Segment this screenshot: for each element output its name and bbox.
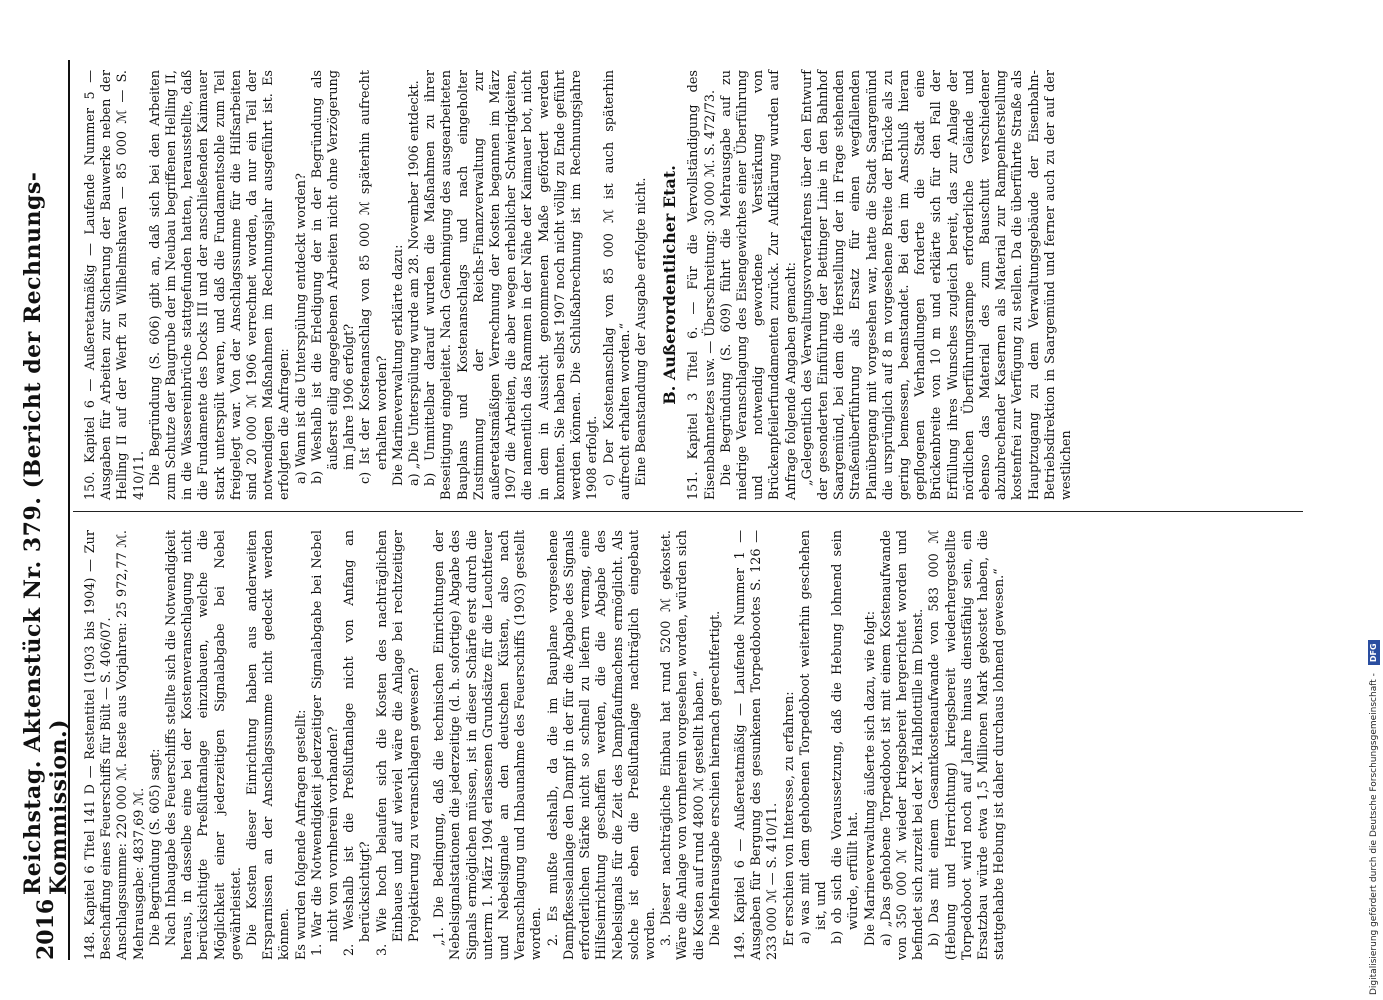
page-header: [20, 60, 72, 960]
paragraph: Die Begründung (S. 609) führt die Mehrausgabe auf zu niedrige Veranschlagung des Eisengewichtes einer Überführung und notwendig gewordene Verstärkung von Brückenpfeilerfundamenten zurück. Zur Aufklärung wurden auf Anfrage folgende Angaben gemacht:: [718, 70, 799, 500]
document-page: [20, 0, 1328, 960]
column-divider: [73, 511, 1303, 512]
paragraph: 148. Kapitel 6 Titel 141 D — Restentitel (1903 bis 1904) — Zur Beschaffung eines Feuerschiffs für Bült — S. 406/07.: [83, 530, 115, 960]
paragraph: Eine Beanstandung der Ausgabe erfolgte nicht.: [633, 177, 649, 486]
paragraph: Nach Inbaugabe des Feuerschiffs stellte sich die Notwendigkeit heraus, in dasselbe eine bei der Kostenveranschlagung nicht berücksichtigte Preßluftanlage einzubauen, welche die Möglichkeit einer jederzeitigen Signalabgabe bei Nebel gewährleistet.: [164, 530, 244, 960]
paragraph: a) „Das gehobene Torpedoboot ist mit einem Kostenaufwande von 350 000 ℳ wieder kriegsbereit hergerichtet worden und befindet sich zurzeit bei der X. Halbflottille im Dienst.: [878, 530, 927, 960]
paragraph: a) was mit dem gehobenen Torpedoboot weiterhin geschehen ist, und: [797, 530, 829, 944]
dfg-logo: DFG: [1368, 640, 1380, 665]
paragraph: b) Unmittelbar darauf wurden die Maßnahmen zu ihrer Beseitigung eingeleitet. Nach Genehmigung des ausgearbeiteten Bauplans und Kostenanschlags und nach eingeholter Zustimmung der Reichs-Finanzverwaltung zur außeretatsmäßigen Verrechnung der Kosten begannen im März 1907 die Arbeiten, die aber wegen erheblicher Schwierigkeiten, die namentlich das Rammen in der Nähe der Kaimauer bot, nicht in dem in Aussicht genommenen Maße gefördert werden konnten. Sie haben selbst 1907 noch nicht völlig zu Ende geführt werden können. Die Schlußabrechnung ist im Rechnungsjahre 1908 erfolgt.: [423, 70, 601, 500]
header-rule: [68, 60, 70, 960]
digitization-credit: [1367, 0, 1381, 1000]
paragraph: Anschlagssumme: 220 000 ℳ. Reste aus Vorjahren: 25 972,77 ℳ. Mehrausgabe: 4837,69 ℳ.: [115, 530, 147, 960]
paragraph: „Gelegentlich des Verwaltungsvorverfahrens über den Entwurf der gesonderten Einführung der Bettinger Linie in den Bahnhof Saargemünd, bei dem die Herstellung der in Frage stehenden Straßenüberführung als Ersatz für einen wegfallenden Planübergang mit vorgesehen war, hatte die Stadt Saargemünd die ursprünglich auf 8 m vorgesehene Breite der Brücke als zu gering bemessen, beanstandet. Bei den im Anschluß hieran gepflogenen Verhandlungen forderte die Stadt eine Brückenbreite von 10 m und erklärte sich für den Fall der Erfüllung ihres Wunsches zugleich bereit, das zur Anlage der nördlichen Überführungsrampe erforderliche Gelände und ebenso das Material des zum Bauschutt verschiedener abzubrechender Kasernen als Material zur Rampenherstellung kostenfrei zur Verfügung zu stellen. Da die überführte Straße als Hauptzugang zu dem Verwaltungsgebäude der Eisenbahn-Betriebsdirektion in Saargemünd und ferner auch zu der auf der westlichen: [799, 70, 1074, 500]
paragraph: 150. Kapitel 6 — Außeretatmäßig — Laufende Nummer 5 — Ausgaben für Arbeiten zur Sicherung der Bauwerke neben der Helling II auf der Werft zu Wilhelmshaven — 85 000 ℳ — S. 410/11.: [83, 70, 147, 500]
paragraph: 3. Dieser nachträgliche Einbau hat rund 5200 ℳ gekostet. Wäre die Anlage von vornherein vorgesehen worden, würden sich die Kosten auf rund 4800 ℳ gestellt haben.“: [659, 530, 707, 960]
paragraph: Es wurden folgende Anfragen gestellt:: [293, 709, 309, 960]
paragraph: Die Kosten dieser Einrichtung haben aus anderweiten Ersparnissen an der Anschlagssumme nicht gedeckt werden können.: [245, 530, 293, 960]
paragraph: Die Marineverwaltung äußerte sich dazu, wie folgt:: [862, 610, 878, 946]
paragraph: „1. Die Bedingung, daß die technischen Einrichtungen der Nebelsignalstationen die jederzeitige (d. h. sofortige) Abgabe des Signals ermöglichen müssen, ist in dieser Schärfe erst durch die unterm 1. März 1904 erlassenen Grundsätze für die Leuchtfeuer und Nebelsignale an den deutschen Küsten, also nach Veranschlagung und Inbaunahme des Feuerschiffs (1903) gestellt worden.: [432, 530, 545, 960]
right-column: [83, 70, 1075, 500]
paragraph: a) Wann ist die Unterspülung entdeckt worden?: [293, 173, 309, 484]
running-title: Reichstag. Aktenstück Nr. 379. (Bericht der Rechnungs-Kommission.): [20, 171, 72, 896]
paragraph: c) Der Kostenanschlag von 85 000 ℳ ist auch späterhin aufrecht erhalten worden.“: [601, 70, 633, 500]
paragraph: 3. Wie hoch belaufen sich die Kosten des nachträglichen Einbaues und auf wieviel wäre die Anlage bei rechtzeitiger Projektierung zu veranschlagen gewesen?: [374, 530, 423, 956]
paragraph: 149. Kapitel 6 — Außeretatmäßig — Laufende Nummer 1 — Ausgaben für Bergung des gesunkenen Torpedobootes S. 126 — 233 000 ℳ — S. 410/11.: [732, 530, 781, 960]
paragraph: 1. War die Notwendigkeit jederzeitiger Signalabgabe bei Nebel nicht von vornherein vorhanden?: [309, 530, 342, 956]
paragraph: 2. Es mußte deshalb, da die im Bauplane vorgesehene Dampfkesselanlage den Dampf in der für die Abgabe des Signals erforderlichen Stärke nicht so schnell zu liefern vermag, eine Hilfseinrichtung geschaffen werden, die die Abgabe des Nebelsignals für die Zeit des Dampfaufmachens ermöglicht. Als solche ist eben die Preßluftanlage nachträglich eingebaut worden.: [545, 530, 658, 960]
credit-text: Digitalisierung gefördert durch die Deutsche Forschungsgemeinschaft -: [1369, 673, 1379, 995]
paragraph: 2. Weshalb ist die Preßluftanlage nicht von Anfang an berücksichtigt?: [342, 530, 374, 956]
paragraph: b) Weshalb ist die Erledigung der in der Begründung als äußerst eilig angegebenen Arbeiten nicht ohne Verzögerung im Jahre 1906 erfolgt?: [309, 70, 358, 484]
paragraph: Die Begründung (S. 605) sagt:: [147, 748, 163, 946]
paragraph: b) ob sich die Voraussetzung, daß die Hebung lohnend sein würde, erfüllt hat.: [830, 530, 862, 944]
paragraph: b) Das mit einem Gesamtkostenaufwande von 583 000 ℳ (Hebung und Herrichtung) kriegsbereit wiederhergestellte Torpedoboot wird noch auf Jahre hinaus dienstfähig sein, ein Ersatzbau würde etwa 1,5 Millionen Mark gekostet haben, die stattgehabte Hebung ist daher durchaus lohnend gewesen.“: [927, 530, 1008, 960]
left-column: [83, 530, 1008, 960]
paragraph: Er erschien von Interesse, zu erfahren:: [781, 691, 797, 946]
paragraph: Die Mehrausgabe erschien hiernach gerechtfertigt.: [707, 610, 723, 946]
page-number: 2016: [33, 898, 59, 960]
paragraph: a) „Die Unterspülung wurde am 28. November 1906 entdeckt.: [407, 80, 423, 486]
paragraph: c) Ist der Kostenanschlag von 85 000 ℳ späterhin aufrecht erhalten worden?: [358, 70, 390, 484]
paragraph: Die Begründung (S. 606) gibt an, daß sich bei den Arbeiten zum Schutze der Baugrube der im Neubau begriffenen Helling II, in die Wassereinbrüche stattgefunden hatten, herausstellte, daß die Fundamente des Docks III und der anschließenden Kaimauer stark unterspült waren, und daß die Fundamentsohle zum Teil freigelegt war. Von der Anschlagssumme für die Hilfsarbeiten sind 20 000 ℳ 1906 verrechnet worden, da nur ein Teil der notwendigen Maßnahmen im Rechnungsjahr ausgeführt ist. Es erfolgten die Anfragen:: [147, 70, 293, 500]
paragraph: 151. Kapitel 3 Titel 6. — Für die Vervollständigung des Eisenbahnnetzes usw. — Überschreitung: 30 000 ℳ. S. 472/73.: [686, 70, 718, 500]
paragraph: Die Marineverwaltung erklärte dazu:: [390, 244, 406, 486]
section-heading: B. Außerordentlicher Etat.: [660, 165, 680, 405]
